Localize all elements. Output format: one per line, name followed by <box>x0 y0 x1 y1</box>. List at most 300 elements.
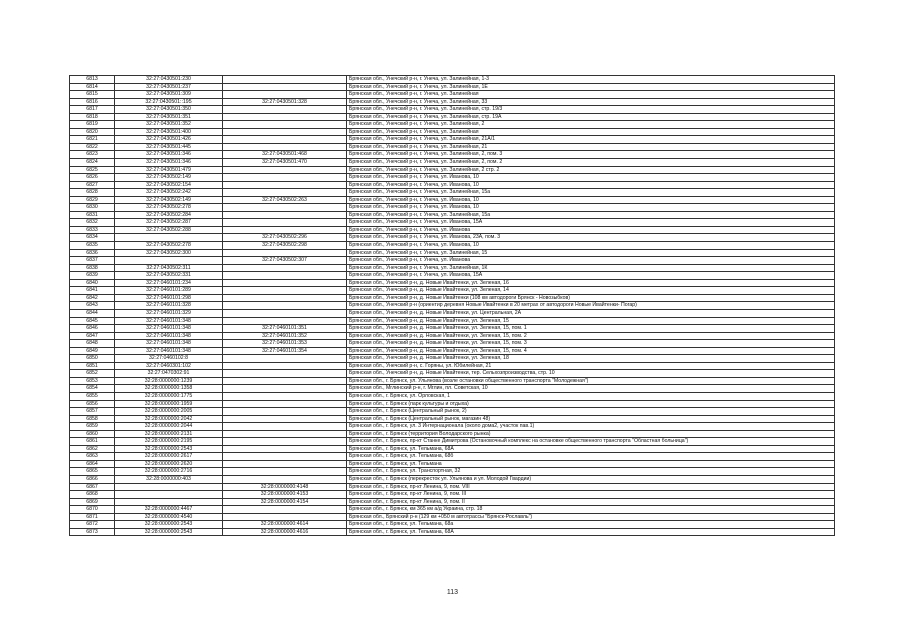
cadastral-number-cell: 32:27:0430501:352 <box>115 121 223 129</box>
object-cadastral-number-cell <box>223 377 347 385</box>
address-cell: Брянская обл., г. Брянск (Центральный рынок, 2) <box>347 408 835 416</box>
address-cell: Брянская обл., Унечский р-н, г. Унеча, ул. Иванова, 15А <box>347 272 835 280</box>
address-cell: Брянская обл., Унечский р-н, г. Унеча, ул. Залинейная, 2, пом. 3 <box>347 151 835 159</box>
address-cell: Брянская обл., Унечский р-н, г. Унеча, ул. Иванова, 10 <box>347 181 835 189</box>
address-cell: Брянская обл., Унечский р-н, г. Унеча, ул. Иванова, 10 <box>347 174 835 182</box>
object-cadastral-number-cell <box>223 385 347 393</box>
cadastral-number-cell: 32:27:0460101:328 <box>115 302 223 310</box>
object-cadastral-number-cell <box>223 91 347 99</box>
object-cadastral-number-cell <box>223 279 347 287</box>
cadastral-number-cell: 32:28:0000000:2005 <box>115 408 223 416</box>
table-row <box>70 370 835 378</box>
address-cell: Брянская обл., Унечский р-н, г. Унеча, ул. Залинейная, стр. 19А <box>347 113 835 121</box>
cadastral-number-cell: 32:27:0430502:154 <box>115 181 223 189</box>
address-cell: Брянская обл., г. Брянск, пр-кт Ленина, 9, пом. VIII <box>347 483 835 491</box>
cadastral-number-cell: 32:27:0460101:329 <box>115 309 223 317</box>
table-row <box>70 332 835 340</box>
table-row <box>70 385 835 393</box>
address-cell: Брянская обл., Унечский р-н, г. Унеча, ул. Залинейная, стр. 19/3 <box>347 106 835 114</box>
row-number-cell: 6844 <box>70 309 115 317</box>
cadastral-number-cell: 32:27:0430502:242 <box>115 189 223 197</box>
cadastral-number-cell: 32:28:0000000:1239 <box>115 377 223 385</box>
address-cell: Брянская обл., г. Брянск, ул. Тельмана, 68б <box>347 453 835 461</box>
row-number-cell: 6866 <box>70 475 115 483</box>
row-number-cell: 6851 <box>70 362 115 370</box>
object-cadastral-number-cell <box>223 294 347 302</box>
cadastral-number-cell: 32:27:0430501:309 <box>115 91 223 99</box>
address-cell: Брянская обл., г. Брянск, пр-кт Станке Димитрова (Остановочный комплекс на остановке общественного транспорта "Областная больница") <box>347 438 835 446</box>
cadastral-number-cell: 32:27:0460101:348 <box>115 340 223 348</box>
table-row <box>70 483 835 491</box>
object-cadastral-number-cell <box>223 408 347 416</box>
row-number-cell: 6870 <box>70 506 115 514</box>
cadastral-number-cell <box>115 234 223 242</box>
object-cadastral-number-cell <box>223 362 347 370</box>
object-cadastral-number-cell <box>223 453 347 461</box>
object-cadastral-number-cell <box>223 460 347 468</box>
cadastral-number-cell: 32:27:0460102:8 <box>115 355 223 363</box>
object-cadastral-number-cell <box>223 181 347 189</box>
table-row <box>70 513 835 521</box>
cadastral-number-cell: 32:27:0470302:91 <box>115 370 223 378</box>
address-cell: Брянская обл., г. Брянск, пр-кт Ленина, 9, пом. III <box>347 491 835 499</box>
address-cell: Брянская обл., Унечский р-н, д. Новые Ивайтенки, ул. Зеленая, 14 <box>347 287 835 295</box>
row-number-cell: 6873 <box>70 528 115 536</box>
object-cadastral-number-cell <box>223 189 347 197</box>
address-cell: Брянская обл., г. Брянск (территория Володарского рынка) <box>347 430 835 438</box>
object-cadastral-number-cell <box>223 106 347 114</box>
object-cadastral-number-cell <box>223 445 347 453</box>
object-cadastral-number-cell <box>223 392 347 400</box>
address-cell: Брянская обл., Унечский р-н, д. Новые Ивайтенки, ул. Зеленая, 18 <box>347 355 835 363</box>
row-number-cell: 6871 <box>70 513 115 521</box>
row-number-cell: 6822 <box>70 143 115 151</box>
object-cadastral-number-cell: 32:27:0430502:307 <box>223 257 347 265</box>
cadastral-number-cell: 32:27:0430501:426 <box>115 136 223 144</box>
row-number-cell: 6862 <box>70 445 115 453</box>
row-number-cell: 6817 <box>70 106 115 114</box>
object-cadastral-number-cell <box>223 136 347 144</box>
cadastral-number-cell: 32:27:0460101:348 <box>115 332 223 340</box>
object-cadastral-number-cell: 32:27:0460101:352 <box>223 332 347 340</box>
object-cadastral-number-cell: 32:28:0000000:4154 <box>223 498 347 506</box>
address-cell: Брянская обл., Унечский р-н, г. Унеча, ул. Залинейная, 15 <box>347 249 835 257</box>
address-cell: Брянская обл., Унечский р-н, д. Новые Ивайтенки, ул. Зеленая, 15 <box>347 317 835 325</box>
object-cadastral-number-cell <box>223 309 347 317</box>
table-row <box>70 423 835 431</box>
row-number-cell: 6861 <box>70 438 115 446</box>
address-cell: Брянская обл., Унечский р-н, г. Унеча, ул. Иванова <box>347 226 835 234</box>
address-cell: Брянская обл., Унечский р-н, г. Унеча, ул. Залинейная, 1К <box>347 264 835 272</box>
table-row <box>70 317 835 325</box>
row-number-cell: 6846 <box>70 325 115 333</box>
table-row <box>70 242 835 250</box>
table-row <box>70 174 835 182</box>
address-cell: Брянская обл., Унечский р-н, г. Унеча, ул. Залинейная, 1Е <box>347 83 835 91</box>
row-number-cell: 6847 <box>70 332 115 340</box>
table-row <box>70 287 835 295</box>
table-row <box>70 528 835 536</box>
cadastral-number-cell: 32:28:0000000:1775 <box>115 392 223 400</box>
object-cadastral-number-cell <box>223 355 347 363</box>
row-number-cell: 6872 <box>70 521 115 529</box>
table-row <box>70 226 835 234</box>
table-row <box>70 491 835 499</box>
object-cadastral-number-cell <box>223 415 347 423</box>
object-cadastral-number-cell: 32:27:0430501:468 <box>223 151 347 159</box>
table-row <box>70 415 835 423</box>
cadastral-number-cell: 32:27:0430501:351 <box>115 113 223 121</box>
row-number-cell: 6868 <box>70 491 115 499</box>
object-cadastral-number-cell <box>223 83 347 91</box>
table-row <box>70 257 835 265</box>
row-number-cell: 6829 <box>70 196 115 204</box>
row-number-cell: 6869 <box>70 498 115 506</box>
object-cadastral-number-cell <box>223 506 347 514</box>
row-number-cell: 6867 <box>70 483 115 491</box>
cadastral-number-cell: 32:28:0000000:403 <box>115 475 223 483</box>
table-row <box>70 325 835 333</box>
table-row <box>70 98 835 106</box>
row-number-cell: 6818 <box>70 113 115 121</box>
cadastral-number-cell <box>115 483 223 491</box>
cadastral-number-cell: 32:27:0460101:234 <box>115 279 223 287</box>
row-number-cell: 6815 <box>70 91 115 99</box>
table-row <box>70 204 835 212</box>
address-cell: Брянская обл., г. Брянск, ул. Ульянова (возле остановки общественного транспорта "Молодежная") <box>347 377 835 385</box>
table-row <box>70 506 835 514</box>
object-cadastral-number-cell <box>223 468 347 476</box>
address-cell: Брянская обл., Унечский р-н, д. Новые Ивайтенки, ул. Зеленая, 15, пом. 4 <box>347 347 835 355</box>
row-number-cell: 6853 <box>70 377 115 385</box>
table-row <box>70 113 835 121</box>
object-cadastral-number-cell <box>223 287 347 295</box>
cadastral-number-cell: 32:27:0460301:102 <box>115 362 223 370</box>
cadastral-number-cell: 32:27:0460101:289 <box>115 287 223 295</box>
row-number-cell: 6860 <box>70 430 115 438</box>
table-row <box>70 136 835 144</box>
address-cell: Брянская обл., Унечский р-н, г. Унеча, ул. Залинейная, 2 стр. 2 <box>347 166 835 174</box>
address-cell: Брянская обл., г. Брянск (Центральный рынок, магазин 48) <box>347 415 835 423</box>
table-row <box>70 159 835 167</box>
address-cell: Брянская обл., г. Брянск, ул. Тельмана, 68А <box>347 528 835 536</box>
cadastral-number-cell <box>115 257 223 265</box>
object-cadastral-number-cell <box>223 370 347 378</box>
object-cadastral-number-cell <box>223 166 347 174</box>
cadastral-number-cell: 32:28:0000000:2042 <box>115 415 223 423</box>
object-cadastral-number-cell <box>223 211 347 219</box>
cadastral-number-cell: 32:28:0000000:2195 <box>115 438 223 446</box>
object-cadastral-number-cell <box>223 128 347 136</box>
table-row <box>70 121 835 129</box>
table-row <box>70 196 835 204</box>
row-number-cell: 6828 <box>70 189 115 197</box>
address-cell: Брянская обл., Унечский р-н, г. Унеча, ул. Иванова <box>347 257 835 265</box>
row-number-cell: 6865 <box>70 468 115 476</box>
object-cadastral-number-cell <box>223 317 347 325</box>
object-cadastral-number-cell <box>223 121 347 129</box>
object-cadastral-number-cell <box>223 430 347 438</box>
table-row <box>70 460 835 468</box>
object-cadastral-number-cell: 32:27:0430502:263 <box>223 196 347 204</box>
table-row <box>70 189 835 197</box>
row-number-cell: 6835 <box>70 242 115 250</box>
object-cadastral-number-cell <box>223 174 347 182</box>
table-row <box>70 430 835 438</box>
cadastral-number-cell <box>115 498 223 506</box>
object-cadastral-number-cell: 32:27:0430501:328 <box>223 98 347 106</box>
address-cell: Брянская обл., Унечский р-н, д. Новые Ивайтенки, ул. Зеленая, 15, пом. 3 <box>347 340 835 348</box>
table-row <box>70 400 835 408</box>
address-cell: Брянская обл., Унечский р-н, г. Унеча, ул. Залинейная, 15а <box>347 189 835 197</box>
row-number-cell: 6814 <box>70 83 115 91</box>
table-row <box>70 166 835 174</box>
table-row <box>70 143 835 151</box>
object-cadastral-number-cell <box>223 249 347 257</box>
cadastral-number-cell: 32:27:0430501:350 <box>115 106 223 114</box>
cadastral-number-cell: 32:27:0430502:287 <box>115 219 223 227</box>
object-cadastral-number-cell <box>223 204 347 212</box>
table-row <box>70 445 835 453</box>
table-row <box>70 475 835 483</box>
table-row <box>70 453 835 461</box>
table-row <box>70 76 835 84</box>
row-number-cell: 6833 <box>70 226 115 234</box>
object-cadastral-number-cell: 32:27:0460101:353 <box>223 340 347 348</box>
address-cell: Брянская обл., Унечский р-н, с. Горяны, ул. Юбилейная, 21 <box>347 362 835 370</box>
cadastral-number-cell: 32:27:0430502:331 <box>115 272 223 280</box>
row-number-cell: 6825 <box>70 166 115 174</box>
cadastral-number-cell: 32:27:0430502:278 <box>115 242 223 250</box>
object-cadastral-number-cell <box>223 76 347 84</box>
object-cadastral-number-cell <box>223 272 347 280</box>
object-cadastral-number-cell <box>223 438 347 446</box>
object-cadastral-number-cell: 32:28:0000000:4153 <box>223 491 347 499</box>
row-number-cell: 6850 <box>70 355 115 363</box>
address-cell: Брянская обл., Унечский р-н, д. Новые Ивайтенки, ул. Центральная, 2А <box>347 309 835 317</box>
address-cell: Брянская обл., г. Брянск (перекресток ул. Ульянова и ул. Молодой Гвардии) <box>347 475 835 483</box>
table-row <box>70 377 835 385</box>
object-cadastral-number-cell: 32:28:0000000:4614 <box>223 521 347 529</box>
row-number-cell: 6858 <box>70 415 115 423</box>
page-number: 113 <box>446 589 459 596</box>
address-cell: Брянская обл., Унечский р-н, г. Унеча, ул. Иванова, 15А <box>347 219 835 227</box>
row-number-cell: 6852 <box>70 370 115 378</box>
address-cell: Брянская обл., Унечский р-н, г. Унеча, ул. Залинейная, 2 <box>347 121 835 129</box>
row-number-cell: 6826 <box>70 174 115 182</box>
object-cadastral-number-cell <box>223 423 347 431</box>
row-number-cell: 6824 <box>70 159 115 167</box>
row-number-cell: 6843 <box>70 302 115 310</box>
address-cell: Брянская обл., г. Брянск, ул. Транспортная, 32 <box>347 468 835 476</box>
table-row <box>70 438 835 446</box>
cadastral-number-cell: 32:27:0430501:230 <box>115 76 223 84</box>
row-number-cell: 6827 <box>70 181 115 189</box>
row-number-cell: 6840 <box>70 279 115 287</box>
address-cell: Брянская обл., Унечский р-н, г. Унеча, ул. Иванова, 23А, пом. 3 <box>347 234 835 242</box>
address-cell: Брянская обл., Унечский р-н, г. Унеча, ул. Иванова, 10 <box>347 196 835 204</box>
cadastral-number-cell: 32:28:0000000:2543 <box>115 521 223 529</box>
object-cadastral-number-cell <box>223 475 347 483</box>
address-cell: Брянская обл., Унечский р-н, г. Унеча, ул. Залинейная, 21А/1 <box>347 136 835 144</box>
address-cell: Брянская обл., г. Брянск, ул. Орловская, 1 <box>347 392 835 400</box>
table-row <box>70 392 835 400</box>
cadastral-number-cell: 32:28:0000000:4540 <box>115 513 223 521</box>
table-row <box>70 408 835 416</box>
object-cadastral-number-cell <box>223 143 347 151</box>
row-number-cell: 6836 <box>70 249 115 257</box>
address-cell: Брянская обл., Унечский р-н, г. Унеча, ул. Залинейная, 33 <box>347 98 835 106</box>
object-cadastral-number-cell: 32:28:0000000:4616 <box>223 528 347 536</box>
cadastral-number-cell: 32:28:0000000:2620 <box>115 460 223 468</box>
table-row <box>70 498 835 506</box>
object-cadastral-number-cell <box>223 219 347 227</box>
address-cell: Брянская обл., г. Брянск, км 365 км а/д Украина, стр. 18 <box>347 506 835 514</box>
address-cell: Брянская обл., Унечский р-н (ориентир деревня Новые Ивайтенки в 20 метрах от автодороги Новые Ивайтенки- Погар) <box>347 302 835 310</box>
cadastral-number-cell: 32:27:0430502:149 <box>115 196 223 204</box>
object-cadastral-number-cell <box>223 302 347 310</box>
table-row <box>70 309 835 317</box>
cadastral-number-cell: 32:27:0430502:149 <box>115 174 223 182</box>
address-cell: Брянская обл., г. Брянск (парк культуры и отдыха) <box>347 400 835 408</box>
cadastral-number-cell: 32:28:0000000:2617 <box>115 453 223 461</box>
table-row <box>70 151 835 159</box>
address-cell: Брянская обл., г. Брянск, ул. Тельмана, 68А <box>347 445 835 453</box>
address-cell: Брянская обл., Унечский р-н, г. Унеча, ул. Залинейная <box>347 128 835 136</box>
object-cadastral-number-cell: 32:27:0460101:351 <box>223 325 347 333</box>
row-number-cell: 6855 <box>70 392 115 400</box>
row-number-cell: 6842 <box>70 294 115 302</box>
row-number-cell: 6823 <box>70 151 115 159</box>
cadastral-number-cell: 32:27:0460101:348 <box>115 347 223 355</box>
row-number-cell: 6837 <box>70 257 115 265</box>
address-cell: Брянская обл., Унечский р-н, г. Унеча, ул. Залинейная, 21 <box>347 143 835 151</box>
table-row <box>70 181 835 189</box>
table-row <box>70 106 835 114</box>
cadastral-number-cell: 32:27:0460101:348 <box>115 317 223 325</box>
row-number-cell: 6863 <box>70 453 115 461</box>
row-number-cell: 6841 <box>70 287 115 295</box>
table-row <box>70 521 835 529</box>
address-cell: Брянская обл., Унечский р-н, д. Новые Ивайтенки, ул. Зеленая, 16 <box>347 279 835 287</box>
table-row <box>70 279 835 287</box>
row-number-cell: 6816 <box>70 98 115 106</box>
row-number-cell: 6856 <box>70 400 115 408</box>
table-row <box>70 219 835 227</box>
address-cell: Брянская обл., г. Брянск, ул. Тельмана <box>347 460 835 468</box>
address-cell: Брянская обл., Унечский р-н, г. Унеча, ул. Залинейная <box>347 91 835 99</box>
row-number-cell: 6848 <box>70 340 115 348</box>
cadastral-number-cell <box>115 491 223 499</box>
cadastral-number-cell: 32:27:0460101:348 <box>115 325 223 333</box>
address-cell: Брянская обл., Брянский р-н (129 км +050 м автотрассы "Брянск-Рославль") <box>347 513 835 521</box>
row-number-cell: 6849 <box>70 347 115 355</box>
address-cell: Брянская обл., г. Брянск, ул. Тельмана, 68а <box>347 521 835 529</box>
cadastral-number-cell: 32:27:0430502:284 <box>115 211 223 219</box>
table-row <box>70 468 835 476</box>
address-cell: Брянская обл., г. Брянск, пр-кт Ленина, 9, пом. II <box>347 498 835 506</box>
cadastral-number-cell: 32:27:0430502:311 <box>115 264 223 272</box>
table-row <box>70 362 835 370</box>
row-number-cell: 6854 <box>70 385 115 393</box>
row-number-cell: 6857 <box>70 408 115 416</box>
cadastral-number-cell: 32:27:0430502:300 <box>115 249 223 257</box>
cadastral-number-cell: 32:28:0000000:2716 <box>115 468 223 476</box>
table-row <box>70 83 835 91</box>
address-cell: Брянская обл., Унечский р-н, д. Новые Ивайтенки, тер. Сельхозпроизводства, стр. 10 <box>347 370 835 378</box>
row-number-cell: 6834 <box>70 234 115 242</box>
cadastral-number-cell: 32:27:0430501:346 <box>115 151 223 159</box>
object-cadastral-number-cell: 32:27:0460101:354 <box>223 347 347 355</box>
cadastral-number-cell: 32:28:0000000:4467 <box>115 506 223 514</box>
cadastral-number-cell: 32:27:0430501:400 <box>115 128 223 136</box>
cadastral-number-cell: 32:28:0000000:1358 <box>115 385 223 393</box>
table-row <box>70 302 835 310</box>
object-cadastral-number-cell: 32:28:0000000:4148 <box>223 483 347 491</box>
object-cadastral-number-cell <box>223 226 347 234</box>
row-number-cell: 6813 <box>70 76 115 84</box>
address-cell: Брянская обл., Унечский р-н, г. Унеча, ул. Иванова, 10 <box>347 204 835 212</box>
cadastral-number-cell: 32:27:0430501:237 <box>115 83 223 91</box>
object-cadastral-number-cell <box>223 513 347 521</box>
table-row <box>70 128 835 136</box>
row-number-cell: 6864 <box>70 460 115 468</box>
row-number-cell: 6845 <box>70 317 115 325</box>
address-cell: Брянская обл., Унечский р-н, г. Унеча, ул. Залинейная, 2, пом. 2 <box>347 159 835 167</box>
row-number-cell: 6820 <box>70 128 115 136</box>
address-cell: Брянская обл., г. Брянск, ул. 3 Интернационала (около дома2, участок пав.1) <box>347 423 835 431</box>
row-number-cell: 6859 <box>70 423 115 431</box>
table-row <box>70 355 835 363</box>
cadastral-number-cell: 32:27:0430501:346 <box>115 159 223 167</box>
object-cadastral-number-cell <box>223 113 347 121</box>
cadastral-number-cell: 32:27:0430501::195 <box>115 98 223 106</box>
object-cadastral-number-cell: 32:27:0430502:296 <box>223 234 347 242</box>
cadastral-number-cell: 32:27:0460101:298 <box>115 294 223 302</box>
address-cell: Брянская обл., Унечский р-н, г. Унеча, ул. Залинейная, 15а <box>347 211 835 219</box>
row-number-cell: 6831 <box>70 211 115 219</box>
cadastral-number-cell: 32:28:0000000:2543 <box>115 528 223 536</box>
table-row <box>70 347 835 355</box>
cadastral-number-cell: 32:28:0000000:2044 <box>115 423 223 431</box>
address-cell: Брянская обл., Унечский р-н, г. Унеча, ул. Залинейная, 1-3 <box>347 76 835 84</box>
cadastral-number-cell: 32:27:0430501:479 <box>115 166 223 174</box>
object-cadastral-number-cell <box>223 264 347 272</box>
cadastral-number-cell: 32:28:0000000:1959 <box>115 400 223 408</box>
table-row <box>70 340 835 348</box>
row-number-cell: 6832 <box>70 219 115 227</box>
table-row <box>70 264 835 272</box>
table-row <box>70 272 835 280</box>
registry-table <box>69 75 835 536</box>
address-cell: Брянская обл., Унечский р-н, г. Унеча, ул. Иванова, 10 <box>347 242 835 250</box>
cadastral-number-cell: 32:27:0430501:445 <box>115 143 223 151</box>
row-number-cell: 6821 <box>70 136 115 144</box>
table-row <box>70 234 835 242</box>
cadastral-number-cell: 32:28:0000000:2543 <box>115 445 223 453</box>
registry-table-body <box>70 76 835 536</box>
cadastral-number-cell: 32:27:0430502:278 <box>115 204 223 212</box>
row-number-cell: 6838 <box>70 264 115 272</box>
table-row <box>70 211 835 219</box>
row-number-cell: 6839 <box>70 272 115 280</box>
row-number-cell: 6830 <box>70 204 115 212</box>
cadastral-number-cell: 32:27:0430502:288 <box>115 226 223 234</box>
address-cell: Брянская обл., Унечский р-н, д. Новые Ивайтенки, ул. Зеленая, 15, пом. 2 <box>347 332 835 340</box>
row-number-cell: 6819 <box>70 121 115 129</box>
object-cadastral-number-cell <box>223 400 347 408</box>
address-cell: Брянская обл., Унечский р-н, д. Новые Ивайтенки (108 км автодороги Брянск - Новозыбков) <box>347 294 835 302</box>
